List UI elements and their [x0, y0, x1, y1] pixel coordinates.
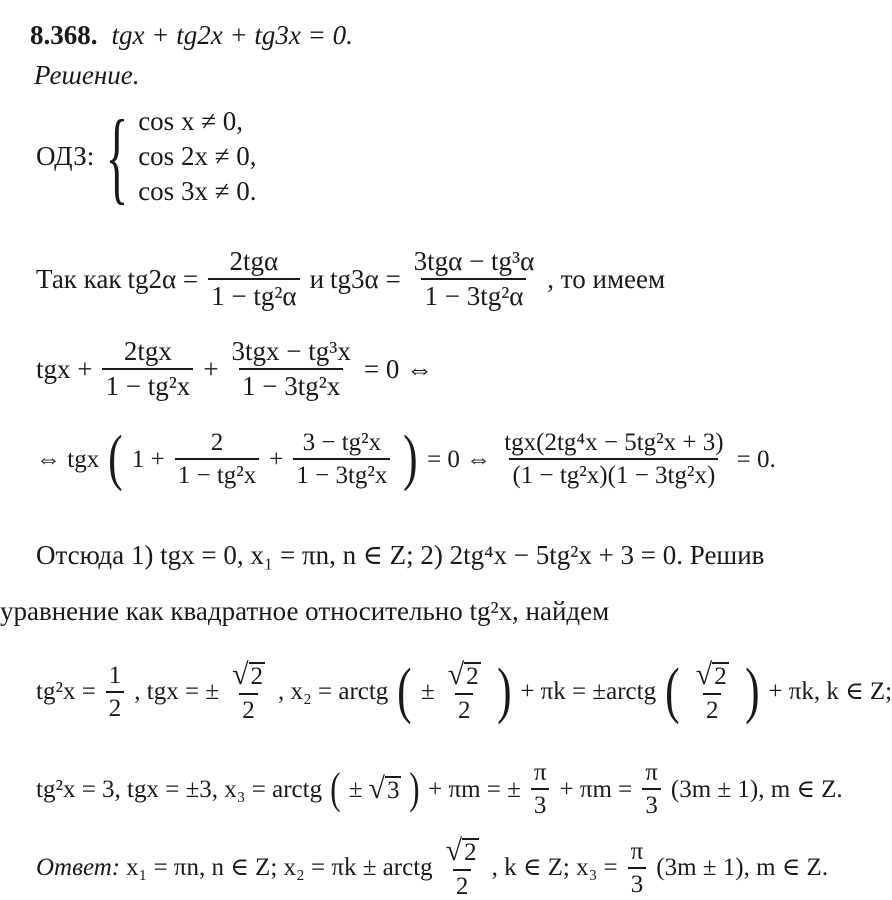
odz-condition: cos 2x ≠ 0,	[138, 141, 257, 171]
fraction-denominator: 2	[455, 693, 474, 723]
fraction-numerator: π	[645, 759, 658, 786]
left-paren: (	[397, 656, 412, 725]
sqrt-icon: √	[447, 658, 465, 691]
result-line-2	[36, 760, 843, 818]
r1-sqrt2-over-2-arctg	[693, 660, 732, 723]
left-paren: (	[665, 656, 680, 725]
left-paren: (	[330, 764, 341, 814]
r1-e: + πk, k ∈ Z;	[768, 678, 892, 705]
tg2a-lhs: tg2α =	[127, 263, 199, 294]
fraction-denominator: 2	[703, 693, 722, 723]
fraction-denominator: 1 − tg²x	[102, 368, 193, 400]
answer-c: (3m ± 1), m ∈ Z.	[656, 854, 829, 881]
r1-half	[106, 663, 125, 721]
left-paren: (	[108, 424, 123, 493]
r2-pm: ±	[348, 775, 363, 803]
plus-sign: +	[203, 353, 219, 384]
equation-1	[36, 338, 433, 400]
answer-b: , k ∈ Z; x₃ =	[491, 854, 618, 881]
r1-a: tg²x =	[36, 678, 96, 705]
fraction-denominator: 3	[531, 788, 550, 818]
fraction-denominator: 1 − 3tg²x	[239, 368, 343, 400]
eq1-tail: = 0 ⇔	[363, 353, 434, 384]
fraction-numerator: 3 − tg²x	[302, 429, 382, 456]
fraction-numerator: 2tgα	[229, 246, 279, 276]
eq2-one-plus: 1 +	[131, 445, 165, 473]
sqrt-icon: √	[368, 772, 385, 805]
answer-a: x₁ = πn, n ∈ Z; x₂ = πk ± arctg	[126, 854, 433, 881]
odz-system	[36, 98, 257, 214]
right-paren: )	[744, 656, 760, 725]
fraction-numerator: π	[630, 837, 644, 865]
r2-b: + πm = ±	[428, 775, 521, 803]
equation-2	[36, 424, 776, 493]
sqrt-icon: √	[232, 658, 249, 691]
fraction-denominator: 1 − 3tg²x	[293, 458, 390, 488]
and-word: и	[309, 263, 325, 294]
eq2-big-fraction	[501, 430, 726, 488]
r1-b: , tgx = ±	[134, 678, 220, 705]
right-paren: )	[496, 656, 512, 725]
text-line-2: уравнение как квадратное относительно tg²x, найдем	[0, 596, 610, 626]
eq2-fraction-1	[175, 430, 260, 488]
identities-intro: Так как	[36, 263, 122, 294]
right-paren: )	[409, 764, 420, 814]
r1-sqrt2-over-2	[229, 660, 268, 723]
fraction-numerator: tgx(2tg⁴x − 5tg²x + 3)	[504, 429, 724, 456]
fraction-denominator: 2	[106, 691, 125, 721]
fraction-denominator: 1 − tg²α	[208, 278, 299, 310]
plus-sign: +	[269, 445, 284, 473]
r1-d: + πk = ±arctg	[520, 678, 657, 705]
solution-label: Решение.	[34, 60, 140, 90]
odz-condition: cos x ≠ 0,	[138, 106, 244, 136]
odz-label: ОДЗ:	[36, 141, 95, 171]
r1-sqrt2-over-2-inner	[445, 660, 484, 723]
tg3a-lhs: tg3α =	[330, 263, 401, 294]
sqrt-expression: √ 2	[447, 658, 479, 691]
problem-equation: tgx + tg2x + tg3x = 0.	[111, 20, 353, 50]
fraction-numerator: 3tgα − tg³α	[413, 246, 535, 276]
odz-condition: cos 3x ≠ 0.	[138, 176, 257, 206]
fraction-denominator: (1 − tg²x)(1 − 3tg²x)	[509, 458, 718, 488]
problem-number: 8.368.	[30, 20, 98, 50]
fraction-denominator: 2	[239, 693, 258, 723]
eq2-mid: = 0 ⇔	[427, 445, 492, 473]
tg2a-fraction	[208, 248, 299, 310]
fraction-numerator: π	[533, 759, 547, 786]
r2-a: tg²x = 3, tgx = ±3, x₃ = arctg	[36, 775, 323, 803]
text-line-1: Отсюда 1) tgx = 0, x₁ = πn, n ∈ Z; 2) 2tg⁴x − 5tg²x + 3 = 0. Решив	[36, 540, 765, 570]
fraction-numerator: 2tgx	[123, 336, 172, 366]
identities-line	[36, 248, 665, 310]
system-brace: {	[106, 98, 129, 214]
r1-c: , x₂ = arctg	[278, 678, 389, 705]
problem-header	[30, 22, 353, 49]
r2-d: (3m ± 1), m ∈ Z.	[670, 775, 843, 803]
answer-line	[36, 836, 828, 899]
identities-tail: , то имеем	[547, 263, 666, 294]
odz-conditions	[138, 108, 256, 205]
sqrt-icon: √	[445, 834, 463, 867]
fraction-numerator: 1	[108, 661, 122, 689]
fraction-numerator: 3tgx − tg³x	[231, 336, 351, 366]
fraction-numerator: 2	[210, 429, 224, 456]
fraction-denominator: 3	[642, 788, 661, 818]
sqrt-icon: √	[695, 658, 713, 691]
eq2-lead: ⇔ tgx	[36, 445, 100, 473]
sqrt-expression: √ 2	[232, 658, 264, 691]
eq1-fraction-1	[102, 338, 193, 400]
answer-label: Ответ:	[36, 854, 121, 881]
r2-c: + πm =	[559, 775, 633, 803]
r1-pm: ±	[420, 678, 435, 705]
eq2-tail: = 0.	[736, 445, 776, 473]
sqrt-expression: √ 2	[445, 834, 477, 867]
tg3a-fraction	[411, 248, 538, 310]
answer-sqrt2-over-2	[443, 836, 482, 899]
fraction-denominator: 1 − tg²x	[175, 458, 260, 488]
sqrt-expression: √ 3	[368, 772, 400, 805]
fraction-denominator: 3	[628, 867, 647, 897]
result-line-1	[36, 656, 892, 725]
right-paren: )	[403, 424, 418, 493]
eq1-fraction-2	[229, 338, 354, 400]
r2-pi-over-3	[531, 760, 550, 818]
answer-pi-over-3	[628, 839, 647, 897]
fraction-denominator: 1 − 3tg²α	[421, 278, 526, 310]
sqrt-expression: √ 2	[695, 658, 727, 691]
eq2-fraction-2	[293, 430, 390, 488]
r2-pi-over-3-b	[642, 760, 661, 818]
eq1-lead: tgx +	[36, 353, 93, 384]
fraction-denominator: 2	[453, 869, 472, 899]
